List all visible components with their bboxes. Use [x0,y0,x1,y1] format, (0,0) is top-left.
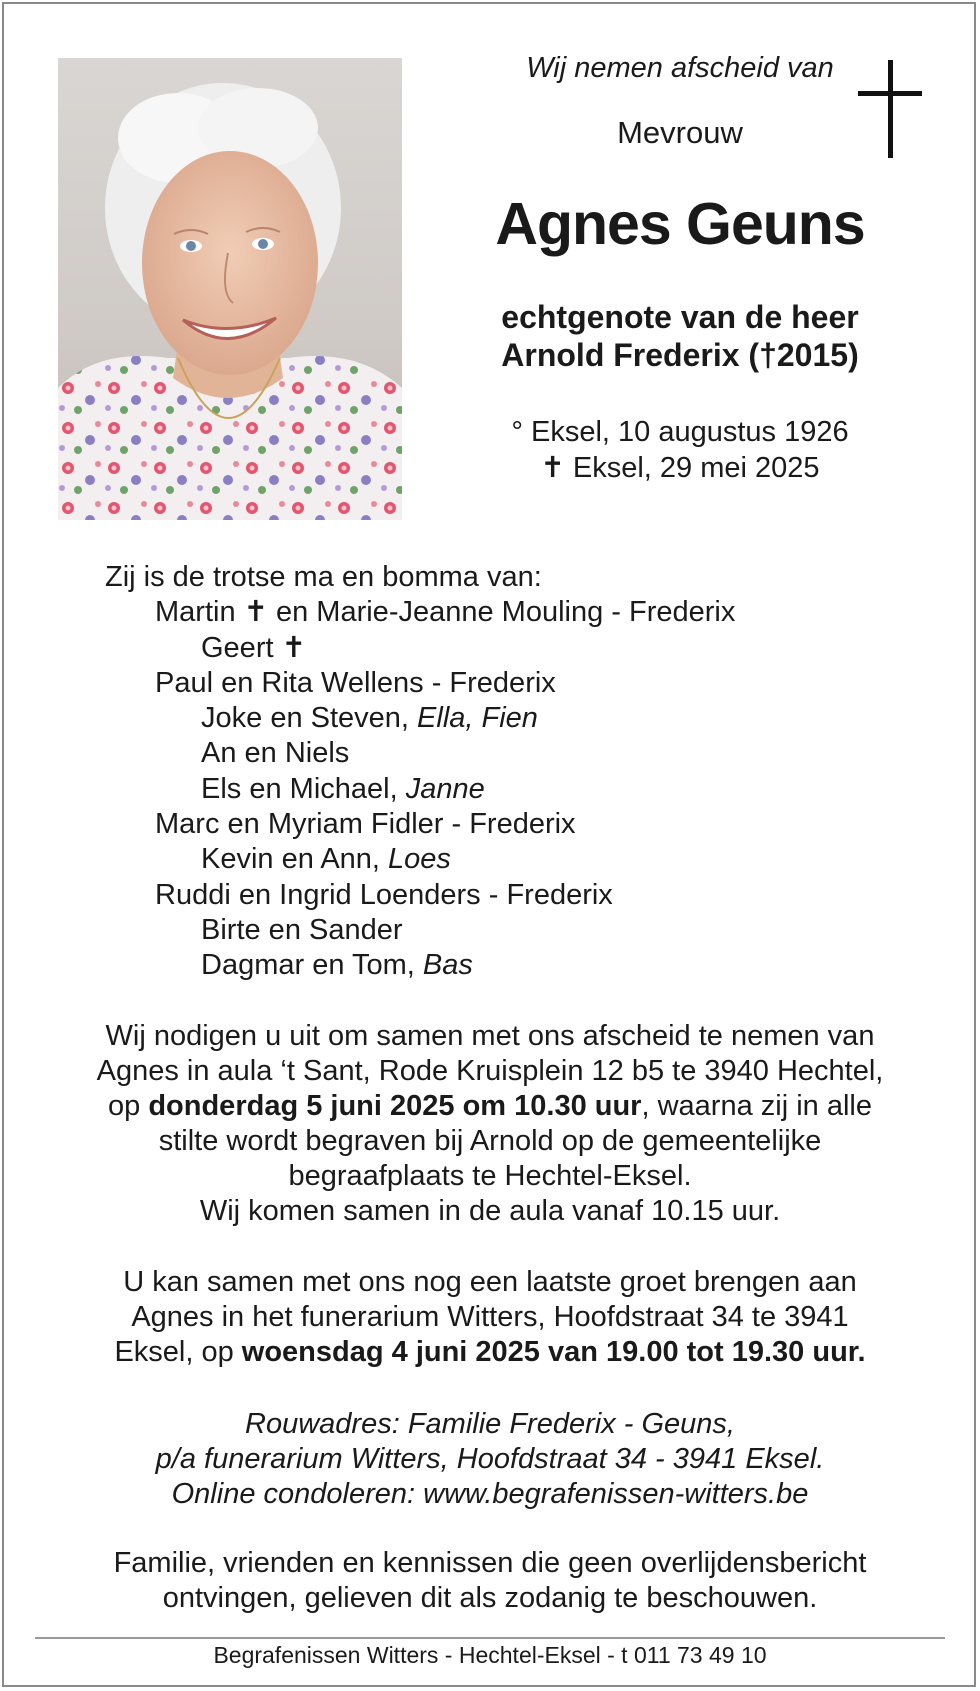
family-line: Kevin en Ann, Loes [201,843,451,876]
family-line: Els en Michael, Janne [201,772,485,805]
ceremony-paragraph: Wij nodigen u uit om samen met ons afscheid te nemen van Agnes in aula ‘t Sant, Rode Kruisplein 12 b5 te 3940 Hechtel, op donderdag 5 juni 2025 om 10.30 uur, waarna zij in alle stilte wordt begraven bij Arnold op de gemeentelijke begraafplaats te Hechtel-Eksel. Wij komen samen in de aula vanaf 10.15 uur. [96,1020,884,1227]
family-line: Ruddi en Ingrid Loenders - Frederix [155,878,613,911]
intro-text: Wij nemen afscheid van [526,52,834,84]
mourning-address: Rouwadres: Familie Frederix - Geuns, p/a funerarium Witters, Hoofdstraat 34 - 3941 Eksel. Online condoleren: www.begrafenissen-witters.be [40,1407,940,1512]
footer-divider [35,1637,945,1639]
birth-date: ° Eksel, 10 augustus 1926 [511,416,849,448]
spouse-line-1: echtgenote van de heer [501,299,859,335]
visitation-datetime: woensdag 4 juni 2025 van 19.00 tot 19.30 uur. [241,1336,866,1368]
family-line: Paul en Rita Wellens - Frederix [155,666,556,699]
life-dates [440,414,920,486]
honorific: Mevrouw [617,115,743,150]
condolence-link: Online condoleren: www.begrafenissen-witters.be [171,1478,809,1510]
deceased-name: Agnes Geuns [495,191,865,257]
family-list [105,560,735,984]
footer-undertaker: Begrafenissen Witters - Hechtel-Eksel - t 011 73 49 10 [213,1642,767,1668]
visitation-paragraph: U kan samen met ons nog een laatste groet brengen aan Agnes in het funerarium Witters, Hoofdstraat 34 te 3941 Eksel, op woensdag 4 juni 2025 van 19.00 tot 19.30 uur. [114,1266,866,1368]
family-line: An en Niels [201,737,350,770]
portrait-photo [58,58,402,520]
death-date: ✝ Eksel, 29 mei 2025 [540,452,820,484]
spouse-line-2: Arnold Frederix (†2015) [501,337,859,373]
family-line: Joke en Steven, Ella, Fien [201,702,538,735]
family-intro: Zij is de trotse ma en bomma van: [105,561,542,593]
ceremony-datetime: donderdag 5 juni 2025 om 10.30 uur [148,1090,642,1122]
closing-paragraph: Familie, vrienden en kennissen die geen overlijdensbericht ontvingen, gelieven dit als zodanig te beschouwen. [113,1547,867,1614]
spouse-info [440,298,920,374]
family-line: Marc en Myriam Fidler - Frederix [155,808,576,841]
family-line: Dagmar en Tom, Bas [201,949,473,982]
family-line: Geert ✝ [201,631,306,664]
family-line: Birte en Sander [201,913,403,946]
family-line: Martin ✝ en Marie-Jeanne Mouling - Frederix [155,596,736,629]
